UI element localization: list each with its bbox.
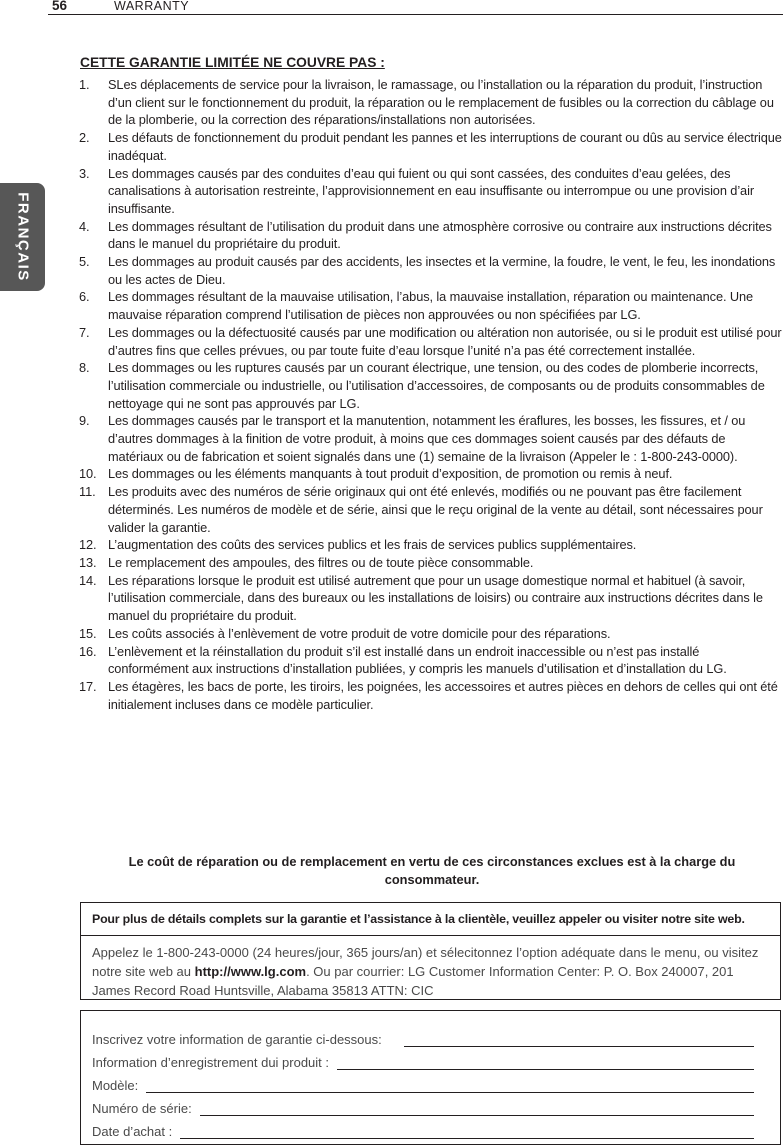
list-item-number: 3. <box>79 165 90 181</box>
list-item <box>77 288 782 323</box>
contact-divider <box>81 935 780 936</box>
list-item-number: 14. <box>79 572 97 588</box>
list-item-number: 10. <box>79 466 97 482</box>
model-label: Modèle: <box>92 1078 139 1093</box>
list-item-text: Les dommages résultant de l’utilisation du produit dans une atmosphère corrosive ou contraire aux instructions décrites dans le manuel du propriétaire du produit. <box>108 218 772 252</box>
list-item-text: Les produits avec des numéros de série originaux qui ont été enlevés, modifiés ou ne pouvant pas être facilement déterminés. Les numéros de modèle et de série, ainsi que le reçu original de la vente au détail, sont nécessaires pour valider la garantie. <box>108 484 763 535</box>
serial-row <box>92 1096 754 1116</box>
list-item-number: 4. <box>79 218 90 234</box>
purchase-date-line[interactable] <box>180 1124 754 1139</box>
contact-box <box>80 902 781 1000</box>
serial-line[interactable] <box>200 1101 754 1116</box>
language-tab-label: FRANÇAIS <box>14 192 31 282</box>
contact-text-after-url: . Ou par courrier: LG Customer Information Center: P. O. Box 240007, 201 James Record Road Huntsville, Alabama 35813 ATTN: CIC <box>92 964 734 998</box>
list-item <box>77 412 782 465</box>
list-item <box>77 572 782 625</box>
page-number: 56 <box>52 0 68 13</box>
exclusions-list <box>77 76 782 713</box>
registration-info-line[interactable] <box>337 1055 754 1070</box>
list-item-text: Les coûts associés à l’enlèvement de votre produit de votre domicile pour des réparations. <box>108 625 611 641</box>
registration-intro-label: Inscrivez votre information de garantie ci-dessous: <box>92 1032 382 1047</box>
list-item-text: Les dommages causés par des conduites d’eau qui fuient ou qui sont cassées, des conduites d’eau gelées, des canalisations à autorisation restreinte, l’approvisionnement en eau insuffisante ou interrompue ou une provision d’air insuffisante. <box>108 165 754 216</box>
list-item-number: 6. <box>79 289 90 305</box>
registration-box <box>80 1010 781 1145</box>
list-item <box>77 536 782 554</box>
website-link[interactable]: http://www.lg.com <box>194 964 307 979</box>
list-item-text: Les dommages causés par le transport et la manutention, notamment les éraflures, les bosses, les fissures, et / ou d’autres dommages à la finition de votre produit, à moins que ces dommages soient causés par des défauts de matériaux ou de fabrication et soient signalés dans une (1) semaine de la livraison (Appeler le : 1-800-243-0000). <box>108 413 746 464</box>
serial-label: Numéro de série: <box>92 1101 192 1116</box>
list-item-number: 15. <box>79 625 97 641</box>
language-tab <box>0 183 45 291</box>
list-item <box>77 76 782 129</box>
list-item-number: 17. <box>79 678 97 694</box>
list-item-number: 1. <box>79 77 90 92</box>
list-item-number: 13. <box>79 554 97 570</box>
list-item-text: Les dommages ou la défectuosité causés par une modification ou altération non autorisée, ou si le produit est utilisé pour d’autres fins que celles prévues, ou par toute fuite d’eau lorsque l’unité n’a pas été correctement installée. <box>108 324 782 358</box>
list-item-text: Les dommages résultant de la mauvaise utilisation, l’abus, la mauvaise installation, réparation ou maintenance. Une mauvaise réparation comprend l’utilisation de pièces non approuvées ou non spécifiées par LG. <box>108 289 754 323</box>
list-item-text: Les dommages ou les éléments manquants à tout produit d’exposition, de promotion ou remis à neuf. <box>108 466 673 482</box>
list-item-number: 9. <box>79 413 90 429</box>
exclusions-heading: CETTE GARANTIE LIMITÉE NE COUVRE PAS : <box>80 55 385 70</box>
model-line[interactable] <box>146 1078 754 1093</box>
contact-title: Pour plus de détails complets sur la garantie et l’assistance à la clientèle, veuillez appeler ou visiter notre site web. <box>92 912 745 926</box>
registration-info-label: Information d’enregistrement dui produit : <box>92 1055 330 1070</box>
header-rule <box>48 14 783 15</box>
list-item <box>77 483 782 536</box>
list-item <box>77 465 782 483</box>
list-item-text: Les défauts de fonctionnement du produit pendant les pannes et les interruptions de courant ou dûs au service électrique inadéquat. <box>108 130 782 163</box>
list-item-number: 12. <box>79 537 97 553</box>
contact-text-before-url: Appelez le 1-800-243-0000 (24 heures/jour, 365 jours/an) et sélecitonnez l’option adéquate dans le menu, ou visitez notre site web au <box>92 945 759 979</box>
contact-body <box>92 943 772 1000</box>
list-item-number: 5. <box>79 254 90 270</box>
registration-intro-line[interactable] <box>404 1032 754 1047</box>
list-item <box>77 253 782 288</box>
list-item-text: L’enlèvement et la réinstallation du produit s’il est installé dans un endroit inaccessible ou n’est pas installé conformément aux instructions d’installation publiées, y compris les manuels d’utilisation et d’installation du LG. <box>108 643 727 677</box>
list-item-text: SLes déplacements de service pour la livraison, le ramassage, ou l’installation ou la réparation du produit, l’instruction d’un client sur le fonctionnement du produit, la réparation ou le remplacement de fusibles ou la correction du câblage ou de la plomberie, ou la correction des réparations/installations non autorisées. <box>108 77 774 128</box>
list-item <box>77 129 782 164</box>
list-item <box>77 359 782 412</box>
purchase-date-row <box>92 1119 754 1139</box>
list-item-number: 7. <box>79 324 90 340</box>
closing-statement: Le coût de réparation ou de remplacement en vertu de ces circonstances exclues est à la charge du consommateur. <box>128 854 736 887</box>
list-item-text: Les réparations lorsque le produit est utilisé autrement que pour un usage domestique normal et habituel (à savoir, l’utilisation commerciale, dans des bureaux ou les installations de loisirs) ou contraire aux instructions décrites dans le manuel du propriétaire du produit. <box>108 572 763 624</box>
list-item <box>77 678 782 713</box>
list-item <box>77 218 782 253</box>
list-item-number: 2. <box>79 130 90 146</box>
list-item-text: Les dommages au produit causés par des accidents, les insectes et la vermine, la foudre, le vent, le feu, les inondations ou les actes de Dieu. <box>108 254 776 287</box>
model-row <box>92 1073 754 1093</box>
registration-intro-row <box>92 1027 754 1047</box>
list-item-text: Le remplacement des ampoules, des filtres ou de toute pièce consommable. <box>108 554 534 570</box>
section-name: WARRANTY <box>114 0 190 13</box>
list-item <box>77 625 782 643</box>
list-item-number: 16. <box>79 643 97 659</box>
list-item <box>77 554 782 572</box>
list-item <box>77 643 782 678</box>
purchase-date-label: Date d’achat : <box>92 1124 173 1139</box>
list-item <box>77 324 782 359</box>
list-item-text: Les dommages ou les ruptures causés par un courant électrique, une tension, ou des codes de plomberie incorrects, l’utilisation commerciale ou industrielle, ou l’utilisation d’accessoires, de composants ou de produits consommables de nettoyage qui ne sont pas approuvés par LG. <box>108 360 765 411</box>
list-item-number: 11. <box>79 484 96 500</box>
list-item <box>77 165 782 218</box>
registration-info-row <box>92 1050 754 1070</box>
list-item-number: 8. <box>79 360 90 376</box>
list-item-text: L’augmentation des coûts des services publics et les frais de services publics supplémentaires. <box>108 537 637 553</box>
page-header <box>0 0 783 16</box>
list-item-text: Les étagères, les bacs de porte, les tiroirs, les poignées, les accessoires et autres pièces en dehors de celles qui ont été initialement incluses dans ce modèle particulier. <box>108 678 778 712</box>
